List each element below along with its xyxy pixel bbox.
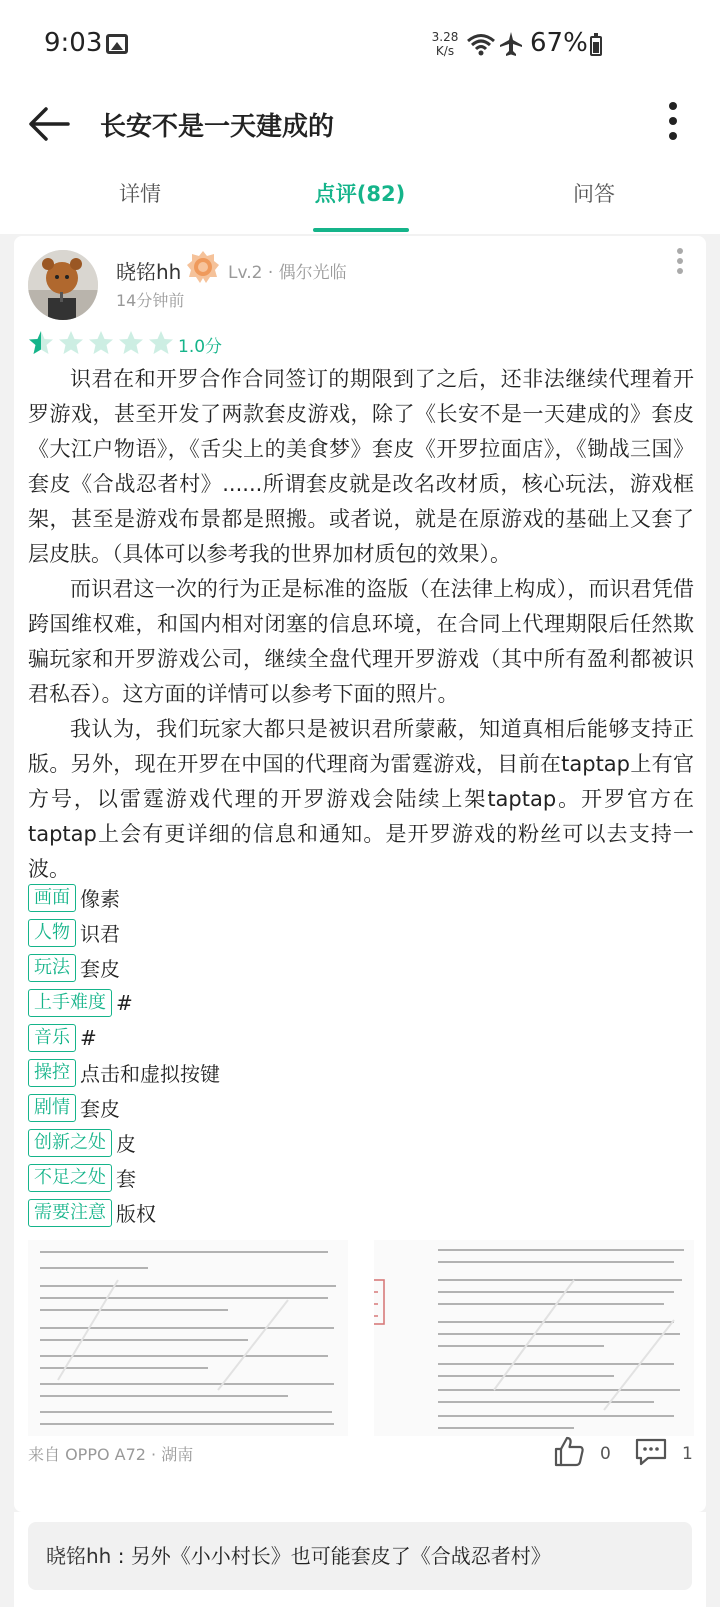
review-tags [28, 880, 688, 1230]
airplane-mode-icon [498, 30, 524, 58]
tab-qa[interactable]: 问答 [573, 182, 615, 206]
back-arrow-icon[interactable] [26, 104, 72, 144]
app-bar [0, 92, 720, 158]
tag-row [28, 880, 688, 915]
tag-row [28, 950, 688, 985]
tag-value: 套皮 [80, 1097, 120, 1121]
tag-label: 操控 [28, 1059, 76, 1087]
tag-label: 画面 [28, 884, 76, 912]
star-icon [88, 330, 114, 356]
review-paragraph: 识君在和开罗合作合同签订的期限到了之后，还非法继续代理着开罗游戏，甚至开发了两款套皮游戏，除了《长安不是一天建成的》套皮《大江户物语》，《舌尖上的美食梦》套皮《开罗拉面店》，《锄战三国》套皮《合战忍者村》......所谓套皮就是改名改材质，核心玩法，游戏框架，甚至是游戏布景都是照搬。或者说，就是在原游戏的基础上又套了层皮肤。（具体可以参考我的世界加材质包的效果）。 [28, 367, 694, 566]
tag-row [28, 1125, 688, 1160]
star-icon [28, 330, 54, 356]
network-speed [428, 30, 462, 58]
tag-value: # [80, 1025, 97, 1050]
tag-value: 套皮 [80, 957, 120, 981]
review-photo[interactable] [28, 1240, 348, 1436]
comment-count: 1 [682, 1444, 693, 1464]
like-count: 0 [600, 1444, 611, 1464]
tag-label: 剧情 [28, 1094, 76, 1122]
device-info: 来自 OPPO A72 · 湖南 [28, 1445, 194, 1464]
tag-label: 创新之处 [28, 1129, 112, 1157]
wifi-icon [466, 32, 496, 56]
star-icon [58, 330, 84, 356]
rating-score: 1.0分 [178, 337, 223, 357]
network-speed-unit: K/s [435, 44, 455, 58]
reply-item[interactable] [28, 1522, 692, 1590]
review-more-icon[interactable] [676, 248, 684, 278]
tag-row [28, 1160, 688, 1195]
review-paragraph: 而识君这一次的行为正是标准的盗版（在法律上构成），而识君凭借跨国维权难，和国内相对闭塞的信息环境，在合同上代理期限后任然欺骗玩家和开罗游戏公司，继续全盘代理开罗游戏（其中所有盈利都被识君私吞）。这方面的详情可以参考下面的照片。 [28, 577, 694, 706]
star-icon [118, 330, 144, 356]
tag-value: 版权 [116, 1202, 156, 1226]
tag-value: 皮 [116, 1132, 136, 1156]
tag-value: 点击和虚拟按键 [80, 1062, 220, 1086]
star-icon [148, 330, 174, 356]
tab-bar [0, 158, 720, 234]
user-level: Lv.2 · 偶尔光临 [228, 263, 347, 283]
tag-label: 玩法 [28, 954, 76, 982]
reply-separator: : [111, 1544, 131, 1568]
status-bar [0, 0, 720, 92]
thumbs-up-icon[interactable] [552, 1434, 586, 1468]
reply-section [14, 1512, 706, 1607]
tab-details[interactable]: 详情 [119, 182, 161, 206]
page-title: 长安不是一天建成的 [100, 112, 335, 142]
tab-reviews[interactable]: 点评(82) [314, 182, 406, 206]
tag-row [28, 1090, 688, 1125]
tab-indicator [313, 228, 409, 232]
tag-row [28, 985, 688, 1020]
tag-label: 人物 [28, 919, 76, 947]
user-name[interactable]: 晓铭hh [116, 260, 182, 284]
tag-value: 识君 [80, 922, 120, 946]
status-time: 9:03 [44, 28, 103, 58]
review-card [14, 236, 706, 1512]
comment-icon[interactable] [634, 1436, 668, 1468]
reply-user[interactable]: 晓铭hh [46, 1544, 112, 1568]
reply-text: 另外《小小村长》也可能套皮了《合战忍者村》 [130, 1544, 551, 1568]
avatar[interactable] [28, 250, 98, 320]
battery-percent: 67% [530, 28, 588, 58]
image-notification-icon [106, 34, 128, 54]
star-rating [28, 330, 178, 356]
tag-label: 需要注意 [28, 1199, 112, 1227]
review-body [28, 362, 694, 887]
tag-value: 像素 [80, 887, 120, 911]
tag-value: 套 [116, 1167, 136, 1191]
tag-label: 音乐 [28, 1024, 76, 1052]
medal-badge-icon [186, 250, 220, 284]
tag-label: 不足之处 [28, 1164, 112, 1192]
tag-row [28, 1020, 688, 1055]
review-photos [28, 1240, 694, 1436]
network-speed-value: 3.28 [431, 30, 459, 44]
post-time: 14分钟前 [116, 291, 185, 310]
tag-row [28, 915, 688, 950]
tag-row [28, 1055, 688, 1090]
more-options-icon[interactable] [666, 102, 680, 142]
tag-value: # [116, 990, 133, 1015]
review-photo[interactable] [374, 1240, 694, 1436]
review-paragraph: 我认为，我们玩家大都只是被识君所蒙蔽，知道真相后能够支持正版。另外，现在开罗在中国的代理商为雷霆游戏，目前在taptap上有官方号，以雷霆游戏代理的开罗游戏会陆续上架taptap。开罗官方在taptap上会有更详细的信息和通知。是开罗游戏的粉丝可以去支持一波。 [28, 717, 694, 881]
battery-icon [590, 36, 602, 56]
tag-label: 上手难度 [28, 989, 112, 1017]
tag-row [28, 1195, 688, 1230]
